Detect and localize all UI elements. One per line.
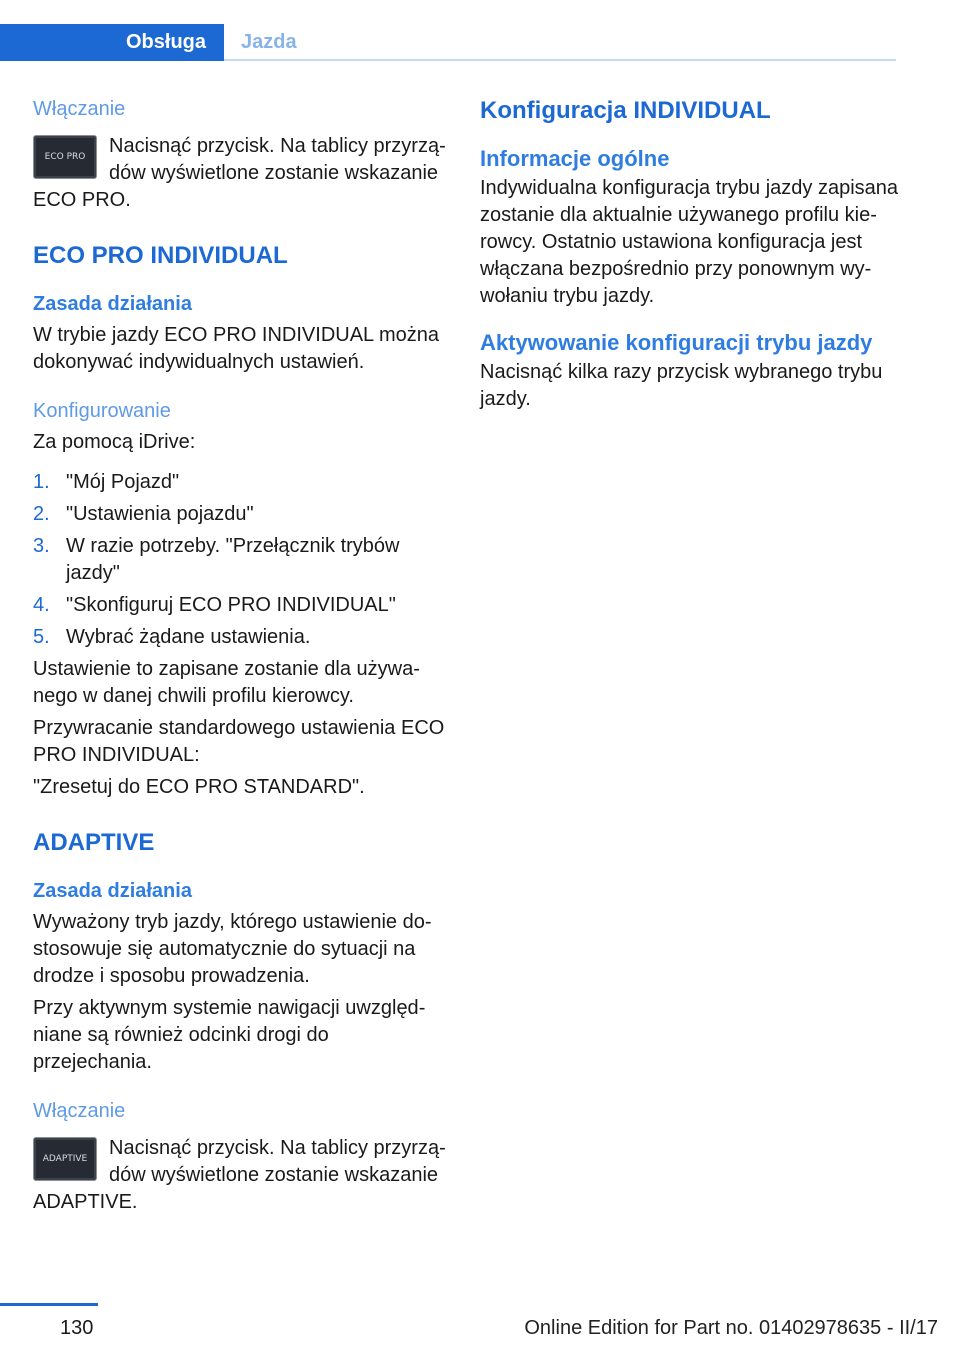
- paragraph-general-info: Indywidualna konfiguracja trybu jazdy zapisana zostanie dla aktualnie używanego profilu kierowcy. Ostatnio ustawiona konfiguracja jest włączana bezpośrednio przy ponownym wywołaniu trybu jazdy.: [480, 177, 899, 307]
- paragraph-reset-intro: Przywracanie standardowego ustawienia ECO PRO INDIVIDUAL:: [33, 717, 445, 766]
- adaptive-instruction: [33, 1135, 453, 1216]
- eco-pro-button-icon: ECO PRO: [33, 135, 97, 179]
- paragraph-activation: Nacisnąć kilka razy przycisk wybranego trybu jazdy.: [480, 361, 883, 410]
- configuration-steps: [33, 469, 453, 651]
- paragraph-adaptive-navigation: Przy aktywnym systemie nawigacji uwzględniane są również odcinki drogi do przejechania.: [33, 997, 426, 1073]
- subheading-wlaczanie-adaptive: Włączanie: [33, 1100, 126, 1122]
- footer-divider: [0, 1303, 98, 1306]
- subheading-aktywowanie: Aktywowanie konfiguracji trybu jazdy: [480, 330, 873, 355]
- top-navigation: [0, 0, 960, 64]
- list-item: 3. W razie potrzeby. "Przełącznik trybów jazdy": [33, 535, 400, 584]
- eco-pro-instruction-text: Nacisnąć przycisk. Na tablicy przyrządów wyświetlone zostanie wskazanie ECO PRO.: [33, 135, 446, 211]
- adaptive-instruction-text: Nacisnąć przycisk. Na tablicy przyrządów wyświetlone zostanie wskazanie ADAPTIVE.: [33, 1137, 446, 1213]
- paragraph-profile-save: Ustawienie to zapisane zostanie dla używanego w danej chwili profilu kierowcy.: [33, 658, 420, 707]
- paragraph-idrive: Za pomocą iDrive:: [33, 431, 196, 453]
- list-item: 4. "Skonfiguruj ECO PRO INDIVIDUAL": [33, 594, 396, 616]
- adaptive-button-icon: ADAPTIVE: [33, 1137, 97, 1181]
- header-divider: [224, 59, 896, 61]
- subheading-zasada-dzialania-adaptive: Zasada działania: [33, 880, 192, 902]
- right-column: [480, 96, 900, 413]
- subheading-zasada-dzialania: Zasada działania: [33, 293, 192, 315]
- subheading-konfigurowanie: Konfigurowanie: [33, 400, 171, 422]
- list-item: 1. "Mój Pojazd": [33, 471, 180, 493]
- paragraph-reset-command: "Zresetuj do ECO PRO STANDARD".: [33, 776, 365, 798]
- section-title-eco-pro-individual: ECO PRO INDIVIDUAL: [33, 242, 288, 269]
- left-column: [33, 96, 453, 1216]
- section-title-konfiguracja-individual: Konfiguracja INDIVIDUAL: [480, 97, 771, 124]
- section-title-adaptive: ADAPTIVE: [33, 829, 155, 856]
- section-heading-wlaczanie: Włączanie: [33, 98, 126, 120]
- edition-note: Online Edition for Part no. 01402978635 - II/17: [524, 1317, 938, 1339]
- tab-obsluga[interactable]: Obsługa: [0, 24, 224, 61]
- paragraph-adaptive-principle: Wyważony tryb jazdy, którego ustawienie dostosowuje się automatycznie do sytuacji na drodze i sposobu prowadzenia.: [33, 911, 432, 987]
- page-number: 130: [60, 1317, 94, 1339]
- subheading-informacje-ogolne: Informacje ogólne: [480, 146, 670, 171]
- paragraph-eco-principle: W trybie jazdy ECO PRO INDIVIDUAL można dokonywać indywidualnych ustawień.: [33, 324, 440, 373]
- eco-pro-instruction: [33, 133, 453, 214]
- list-item: 2. "Ustawienia pojazdu": [33, 503, 254, 525]
- tab-jazda[interactable]: Jazda: [241, 31, 297, 53]
- list-item: 5. Wybrać żądane ustawienia.: [33, 626, 311, 648]
